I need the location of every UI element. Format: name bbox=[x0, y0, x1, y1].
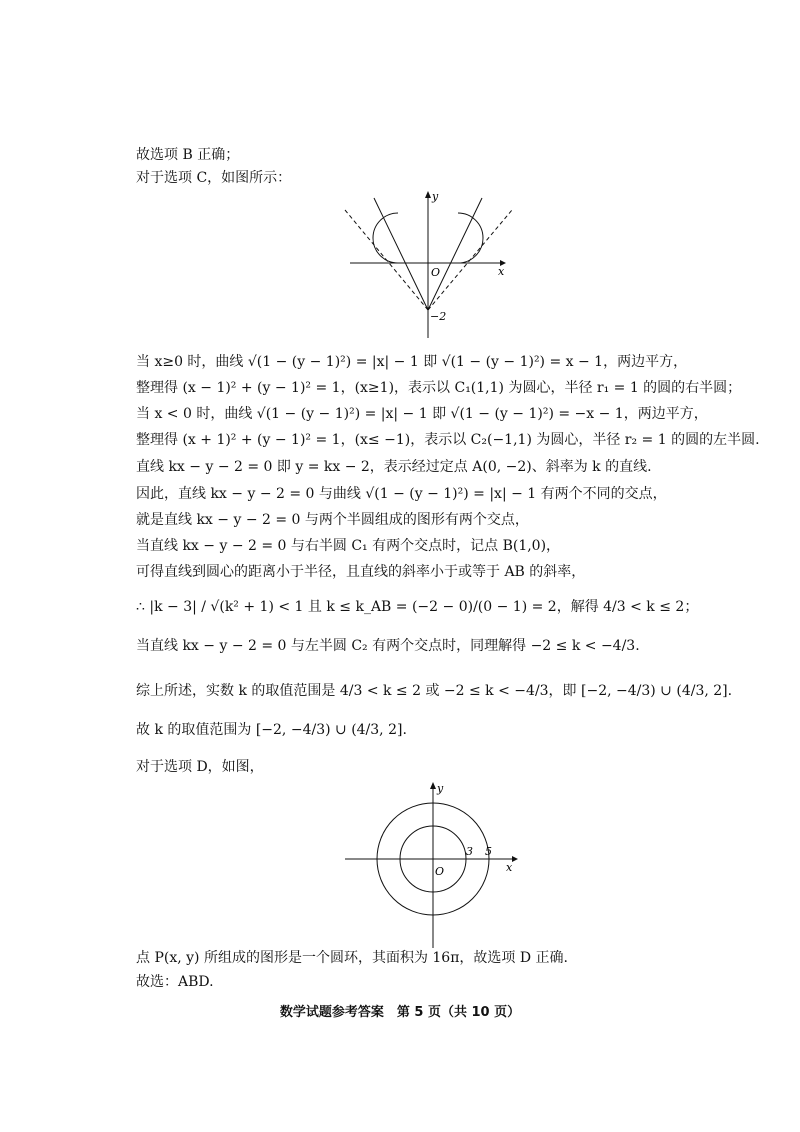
fig-c-x-label: x bbox=[498, 265, 505, 278]
fig-d-y-label: y bbox=[437, 782, 444, 795]
line-4: 整理得 (x − 1)² + (y − 1)² = 1，(x≥1)，表示以 C₁(1,1) 为圆心，半径 r₁ = 1 的圆的右半圆； bbox=[136, 380, 742, 396]
line-10: 当直线 kx − y − 2 = 0 与右半圆 C₁ 有两个交点时，记点 B(1,0)， bbox=[136, 538, 561, 554]
figure-option-d bbox=[340, 780, 525, 950]
line-14: 综上所述，实数 k 的取值范围是 4/3 < k ≤ 2 或 −2 ≤ k < −4/3，即 [−2, −4/3) ∪ (4/3, 2]. bbox=[136, 683, 733, 699]
line-16: 对于选项 D，如图， bbox=[136, 759, 264, 775]
fig-d-outer-label: 5 bbox=[485, 845, 492, 858]
line-11: 可得直线到圆心的距离小于半径，且直线的斜率小于或等于 AB 的斜率， bbox=[136, 564, 586, 580]
line-8: 因此，直线 kx − y − 2 = 0 与曲线 √(1 − (y − 1)²) = |x| − 1 有两个不同的交点， bbox=[136, 486, 667, 502]
line-2: 对于选项 C，如图所示： bbox=[136, 170, 292, 186]
line-17: 点 P(x, y) 所组成的图形是一个圆环，其面积为 16π，故选项 D 正确. bbox=[136, 950, 568, 966]
line-18: 故选：ABD. bbox=[136, 974, 214, 990]
fig-c-y-label: y bbox=[432, 190, 439, 203]
line-9: 就是直线 kx − y − 2 = 0 与两个半圆组成的图形有两个交点， bbox=[136, 512, 529, 528]
line-6: 整理得 (x + 1)² + (y − 1)² = 1，(x≤ −1)，表示以 C₂(−1,1) 为圆心，半径 r₂ = 1 的圆的左半圆. bbox=[136, 432, 760, 448]
figure-option-c bbox=[340, 188, 520, 343]
line-12: ∴ |k − 3| / √(k² + 1) < 1 且 k ≤ k_AB = (−2 − 0)/(0 − 1) = 2，解得 4/3 < k ≤ 2； bbox=[136, 599, 699, 615]
line-5: 当 x < 0 时，曲线 √(1 − (y − 1)²) = |x| − 1 即 √(1 − (y − 1)²) = −x − 1，两边平方， bbox=[136, 406, 708, 422]
fig-c-origin-label: O bbox=[431, 266, 441, 279]
line-15: 故 k 的取值范围为 [−2, −4/3) ∪ (4/3, 2]. bbox=[136, 722, 407, 738]
fig-d-x-label: x bbox=[506, 861, 513, 874]
line-13: 当直线 kx − y − 2 = 0 与左半圆 C₂ 有两个交点时，同理解得 −2 ≤ k < −4/3. bbox=[136, 638, 640, 654]
line-3: 当 x≥0 时，曲线 √(1 − (y − 1)²) = |x| − 1 即 √(1 − (y − 1)²) = x − 1，两边平方， bbox=[136, 354, 688, 370]
line-1: 故选项 B 正确； bbox=[136, 147, 240, 163]
fig-d-origin-label: O bbox=[435, 865, 445, 878]
fig-d-inner-label: 3 bbox=[466, 845, 473, 858]
page-footer: 数学试题参考答案 第 5 页（共 10 页） bbox=[279, 1005, 521, 1020]
fig-c-point-label: −2 bbox=[430, 310, 447, 323]
line-7: 直线 kx − y − 2 = 0 即 y = kx − 2，表示经过定点 A(0, −2)、斜率为 k 的直线. bbox=[136, 459, 652, 475]
